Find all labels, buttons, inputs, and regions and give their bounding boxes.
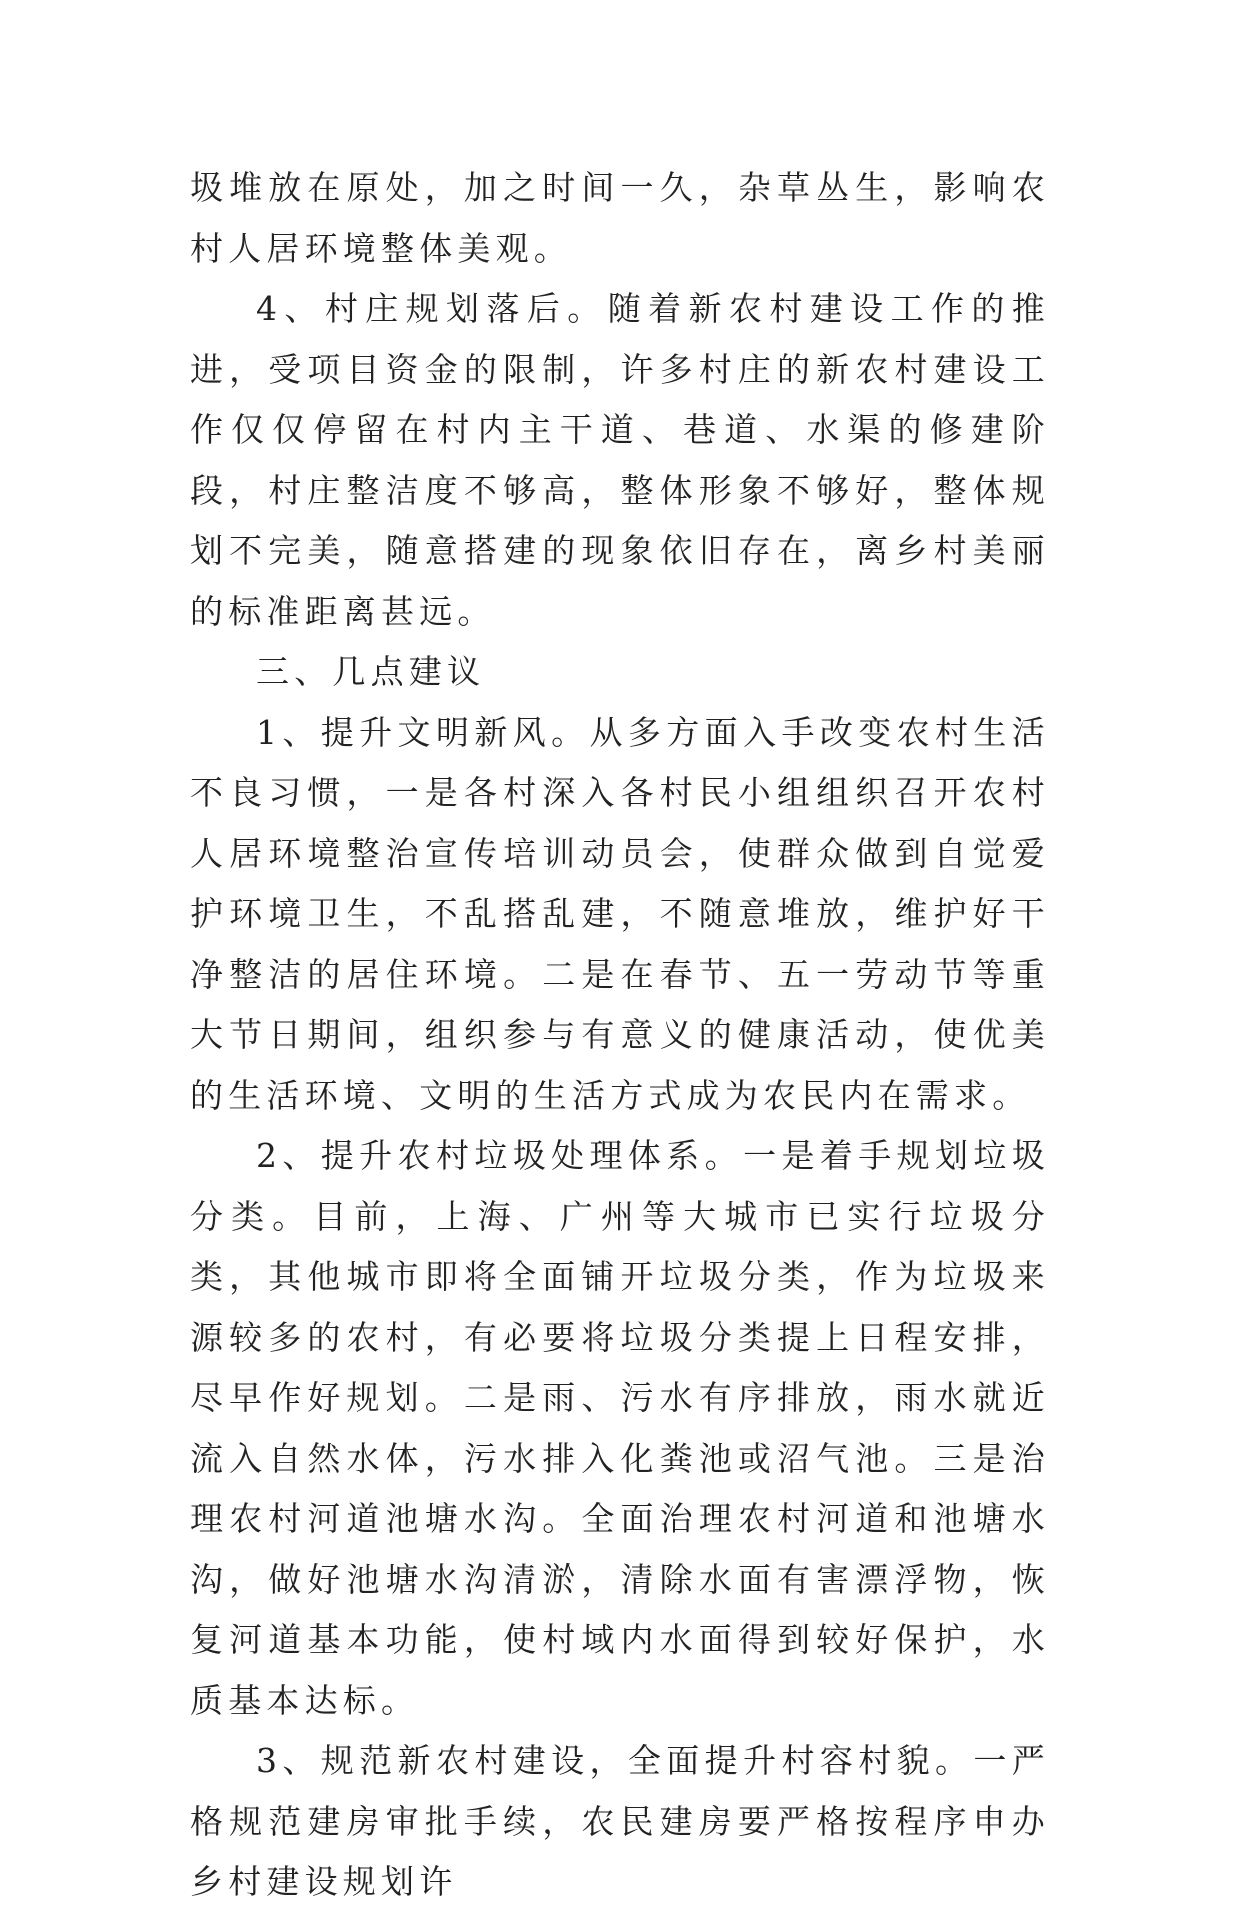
paragraph-rural-construction: 3、规范新农村建设，全面提升村容村貌。一严格规范建房审批手续，农民建房要严格按程序申办乡村建设规划许 (190, 1741, 1050, 1901)
paragraph-continuation: 圾堆放在原处，加之时间一久，杂草丛生，影响农村人居环境整体美观。 (190, 168, 1050, 268)
paragraph-civilization: 1、提升文明新风。从多方面入手改变农村生活不良习惯，一是各村深入各村民小组组织召开农村人居环境整治宣传培训动员会，使群众做到自觉爱护环境卫生，不乱搭乱建，不随意堆放，维护好干净整洁的居住环境。二是在春节、五一劳动节等重大节日期间，组织参与有意义的健康活动，使优美的生活环境、文明的生活方式成为农民内在需求。 (190, 712, 1050, 1115)
paragraph-village-planning: 4、村庄规划落后。随着新农村建设工作的推进，受项目资金的限制，许多村庄的新农村建设工作仅仅停留在村内主干道、巷道、水渠的修建阶段，村庄整洁度不够高，整体形象不够好，整体规划不完美，随意搭建的现象依旧存在，离乡村美丽的标准距离甚远。 (190, 289, 1050, 631)
paragraph-garbage-system: 2、提升农村垃圾处理体系。一是着手规划垃圾分类。目前，上海、广州等大城市已实行垃圾分类，其他城市即将全面铺开垃圾分类，作为垃圾来源较多的农村，有必要将垃圾分类提上日程安排，尽早作好规划。二是雨、污水有序排放，雨水就近流入自然水体，污水排入化粪池或沼气池。三是治理农村河道池塘水沟。全面治理农村河道和池塘水沟，做好池塘水沟清淤，清除水面有害漂浮物，恢复河道基本功能，使村域内水面得到较好保护，水质基本达标。 (190, 1136, 1050, 1720)
section-heading-suggestions: 三、几点建议 (256, 652, 486, 691)
document-body (190, 158, 1050, 1913)
